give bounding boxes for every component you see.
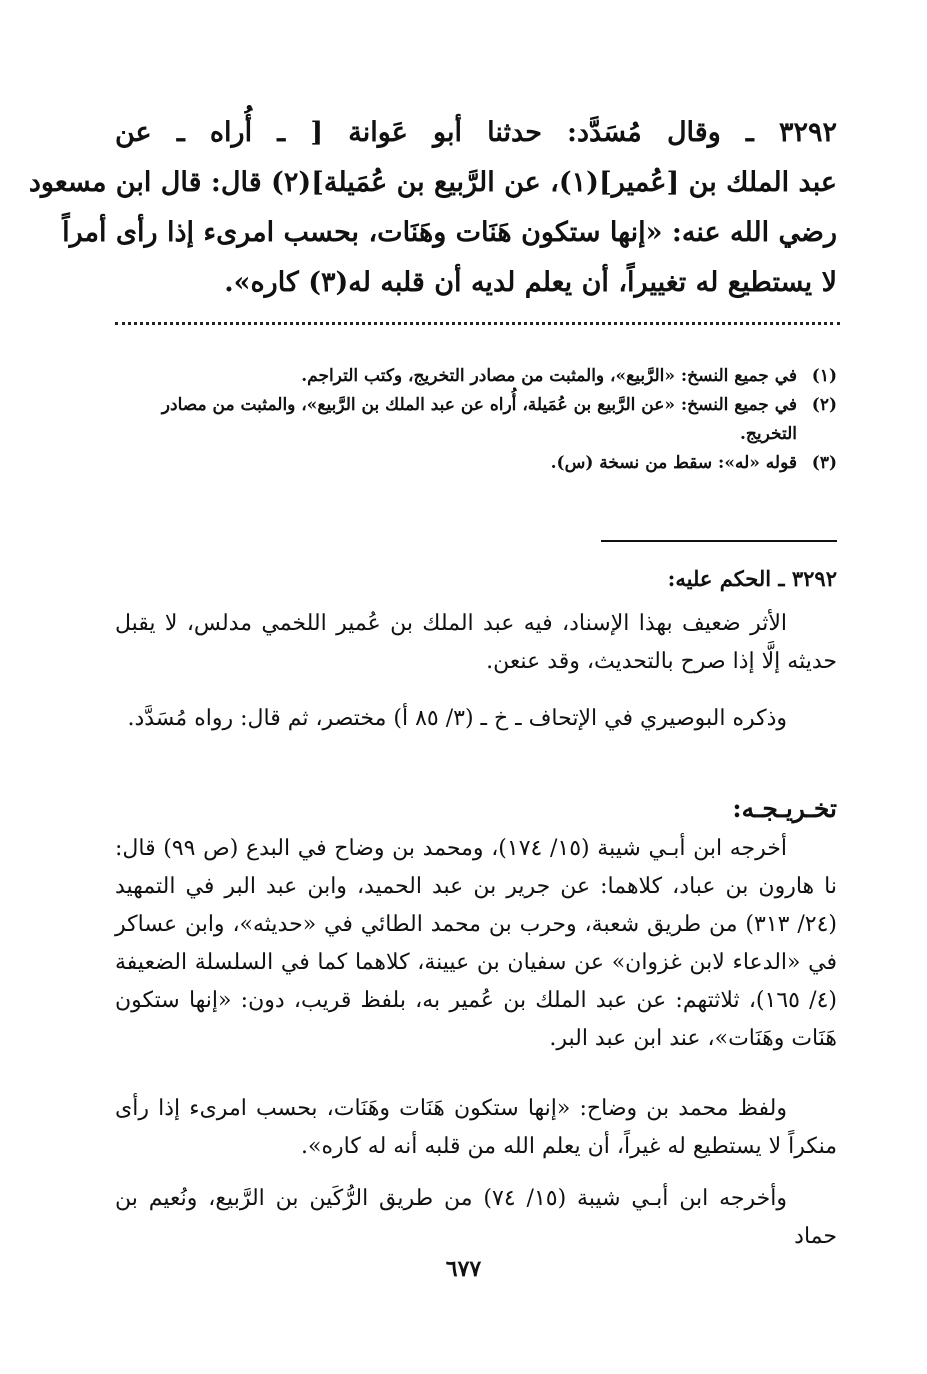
main-line: رضي الله عنه: «إنها ستكون هَنَات وهَنَات، بحسب امرىء إذا رأى أمراً — [62, 217, 837, 248]
takhrij-paragraph — [115, 830, 837, 1058]
takhrij-paragraph — [115, 1180, 837, 1256]
takhrij-text: وأخرجه ابن أبـي شيبة (١٥/ ٧٤) من طريق الرُّكَين بن الرَّبيع، ونُعيم بن حماد — [115, 1186, 837, 1249]
footnote-number: (١) — [811, 366, 837, 386]
takhrij-text: ولفظ محمد بن وضاح: «إنها ستكون هَنَات وهَنَات، بحسب امرىء إذا رأى منكراً لا يستطيع له غيراً، أن يعلم الله من قلبه أنه له كاره». — [115, 1096, 837, 1159]
main-hadith-text — [28, 108, 837, 308]
footnote-separator — [115, 322, 840, 327]
page-number: ٦٧٧ — [445, 1256, 482, 1282]
footnote — [115, 449, 837, 478]
section-divider — [601, 540, 837, 542]
ruling-text: الأثر ضعيف بهذا الإسناد، فيه عبد الملك بن عُمير اللخمي مدلس، لا يقبل حديثه إلَّا إذا صرح بالتحديث، وقد عنعن. — [115, 611, 837, 674]
main-line: لا يستطيع له تغييراً، أن يعلم لديه أن قلبه له(٣) كاره». — [224, 267, 837, 298]
footnote-text: في جميع النسخ: «الرَّبيع»، والمثبت من مصادر التخريج، وكتب التراجم. — [301, 366, 797, 386]
takhrij-text: أخرجه ابن أبـي شيبة (١٥/ ١٧٤)، ومحمد بن وضاح في البدع (ص ٩٩) قال: نا هارون بن عباد، كلاهما: عن جرير بن عبد الحميد، وابن عبد البر في التمهيد (٢٤/ ٣١٣) من طريق شعبة، وحرب بن محمد الطائي في «حديثه»، وابن عساكر في «الدعاء لابن غزوان» عن سفيان بن عيينة، كلاهما كما في السلسلة الضعيفة (٤/ ١٦٥)، ثلاثتهم: عن عبد الملك بن عُمير به، بلفظ قريب، دون: «إنها ستكون هَنَات وهَنَات»، عند ابن عبد البر. — [115, 836, 838, 1051]
footnote — [115, 362, 837, 391]
footnotes — [115, 362, 837, 478]
main-line: ٣٢٩٢ ـ وقال مُسَدَّد: حدثنا أبو عَوانة [ ـ أُراه ـ عن — [115, 117, 837, 148]
ruling-paragraph — [115, 700, 837, 738]
takhrij-heading: تخـريـجـه: — [732, 794, 837, 823]
ruling-heading: ٣٢٩٢ ـ الحكم عليه: — [667, 566, 837, 591]
footnote-number: (٣) — [811, 453, 837, 473]
ruling-paragraph — [115, 605, 837, 681]
ruling-text: وذكره البوصيري في الإتحاف ـ خ ـ (٣/ ٨٥ أ) مختصر، ثم قال: رواه مُسَدَّد. — [127, 706, 787, 731]
footnote-text: قوله «له»: سقط من نسخة (س). — [550, 453, 797, 473]
footnote-number: (٢) — [811, 395, 837, 415]
takhrij-paragraph — [115, 1090, 837, 1166]
footnote — [115, 391, 837, 449]
footnote-text: في جميع النسخ: «عن الرَّبيع بن عُمَيلة، أُراه عن عبد الملك بن الرَّبيع»، والمثبت من مصادر التخريج. — [161, 395, 797, 444]
main-line: عبد الملك بن [عُمير](١)، عن الرَّبيع بن عُمَيلة](٢) قال: قال ابن مسعود — [28, 167, 837, 198]
